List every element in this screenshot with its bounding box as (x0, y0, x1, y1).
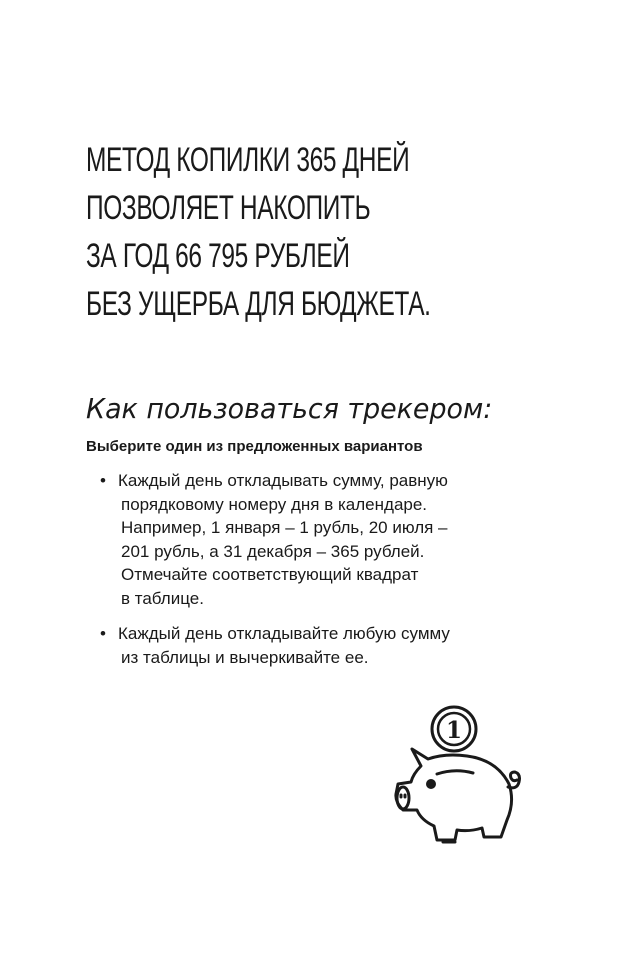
options-list (100, 469, 570, 681)
list-item-line: из таблицы и вычеркивайте ее. (121, 647, 369, 667)
headline-line: МЕТОД КОПИЛКИ 365 ДНЕЙ (86, 141, 410, 179)
section-title: Как пользоваться трекером: (86, 392, 493, 425)
list-item-line: порядковому номеру дня в календаре. (121, 494, 428, 514)
bullet-icon: • (100, 471, 106, 490)
headline-line: БЕЗ УЩЕРБА ДЛЯ БЮДЖЕТА. (86, 285, 431, 323)
list-item (100, 622, 570, 669)
coin-icon (432, 707, 476, 751)
list-item-line: Например, 1 января – 1 рубль, 20 июля – (121, 518, 448, 537)
list-item-line: в таблице. (121, 588, 204, 608)
bullet-icon: • (100, 624, 106, 643)
coin-value: 1 (445, 717, 463, 744)
headline-line: ЗА ГОД 66 795 РУБЛЕЙ (86, 237, 350, 275)
list-item-line: Каждый день откладывайте любую сумму (118, 624, 450, 643)
headline-line: ПОЗВОЛЯЕТ НАКОПИТЬ (86, 189, 371, 227)
list-item-line: 201 рубль, а 31 декабря – 365 рублей. (121, 541, 425, 561)
list-item-line: Каждый день откладывать сумму, равную (118, 471, 448, 490)
list-item (100, 469, 570, 610)
list-item-line: Отмечайте соответствующий квадрат (121, 565, 419, 584)
piggy-bank-icon (385, 702, 535, 857)
headline (86, 136, 565, 328)
instruction-text: Выберите один из предложенных вариантов (86, 438, 423, 455)
